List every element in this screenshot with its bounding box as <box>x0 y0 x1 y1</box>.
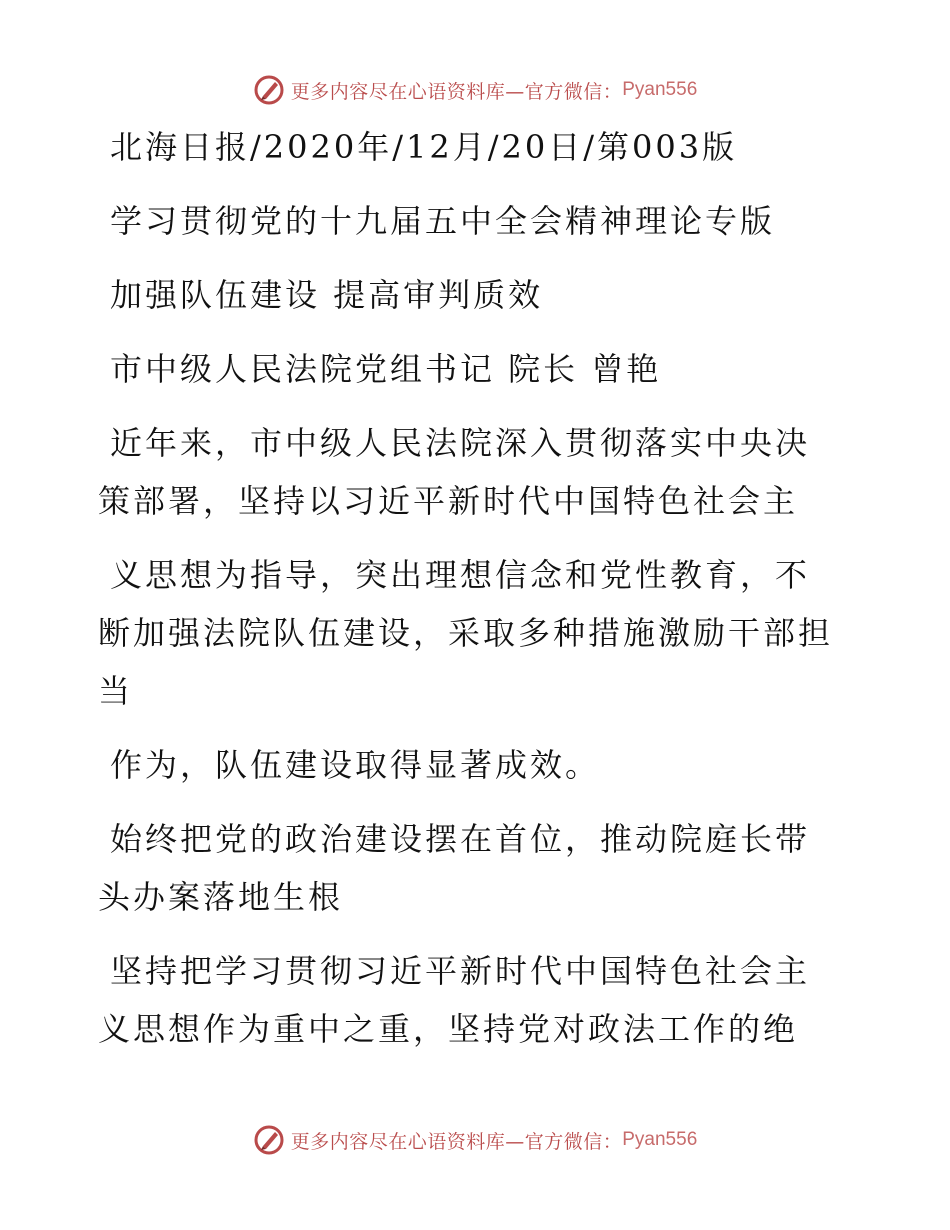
byline: 市中级人民法院党组书记 院长 曾艳 <box>110 350 662 388</box>
paragraph-3: 作为，队伍建设取得显著成效。 <box>110 746 601 784</box>
watermark-id: Pyan556 <box>622 79 698 100</box>
paragraph-5: 坚持把学习贯彻习近平新时代中国特色社会主义思想作为重中之重，坚持党对政法工作的绝 <box>98 952 811 1048</box>
watermark-bottom <box>0 1120 950 1160</box>
watermark-text: 更多内容尽在心语资料库—官方微信： <box>290 1130 623 1153</box>
section-title: 学习贯彻党的十九届五中全会精神理论专版 <box>110 202 776 240</box>
article-content <box>98 118 838 1074</box>
headline: 加强队伍建设 提高审判质效 <box>110 276 544 314</box>
paragraph-1: 近年来，市中级人民法院深入贯彻落实中央决策部署，坚持以习近平新时代中国特色社会主 <box>98 424 811 520</box>
paragraph-2: 义思想为指导，突出理想信念和党性教育，不断加强法院队伍建设，采取多种措施激励干部担当 <box>98 556 834 710</box>
watermark-top <box>0 70 950 110</box>
watermark-id: Pyan556 <box>622 1129 698 1150</box>
dateline: 北海日报/2020年/12月/20日/第003版 <box>110 128 738 166</box>
pen-logo-icon <box>253 1124 285 1156</box>
watermark-text: 更多内容尽在心语资料库—官方微信： <box>290 80 623 103</box>
paragraph-4: 始终把党的政治建设摆在首位，推动院庭长带头办案落地生根 <box>98 820 811 916</box>
pen-logo-icon <box>253 74 285 106</box>
